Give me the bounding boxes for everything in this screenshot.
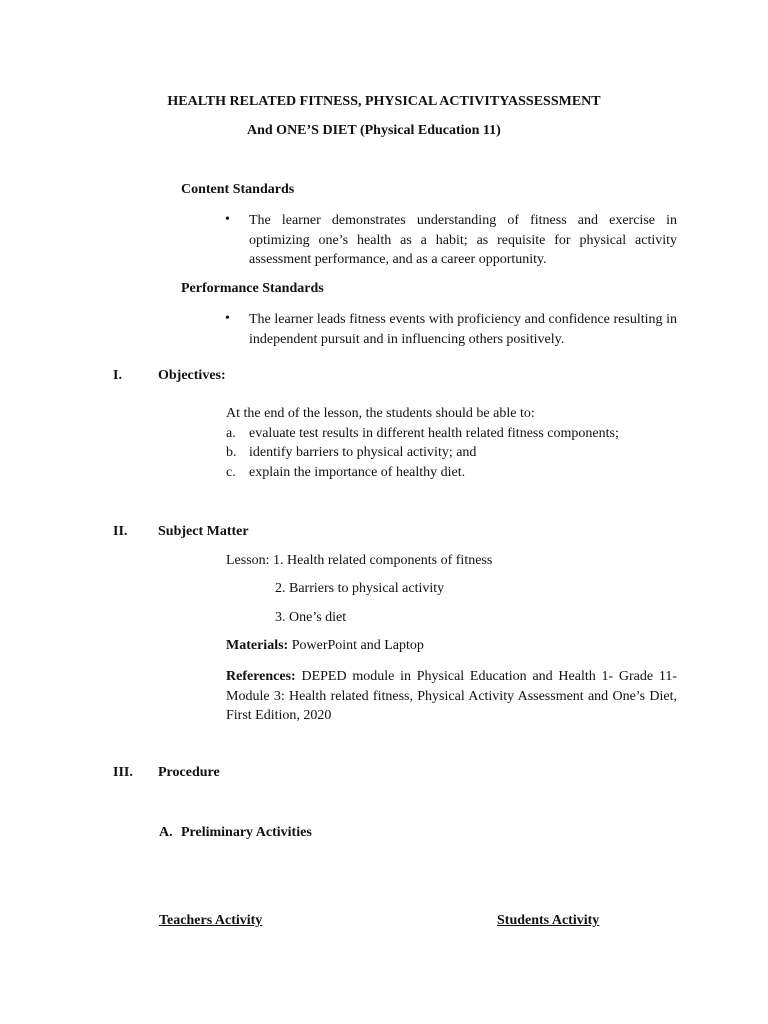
objective-item: evaluate test results in different health related fitness components; — [249, 426, 619, 441]
preliminary-marker: A. — [159, 825, 173, 840]
document-title-line-1: HEALTH RELATED FITNESS, PHYSICAL ACTIVITYASSESSMENT — [167, 94, 601, 109]
content-standards-text: The learner demonstrates understanding of fitness and exercise in optimizing one’s health as a habit; as requisite for physical activity assessment performance, and as a career opportunity. — [249, 213, 677, 267]
references-label: References: — [226, 669, 296, 684]
performance-standards-bullet: • — [225, 311, 230, 326]
objective-item: explain the importance of healthy diet. — [249, 465, 466, 480]
materials-value: PowerPoint and Laptop — [291, 638, 424, 653]
content-standards-bullet: • — [225, 212, 230, 227]
objectives-intro: At the end of the lesson, the students should be able to: — [226, 406, 535, 421]
objectives-numeral: I. — [113, 368, 122, 383]
performance-standards-text: The learner leads fitness events with proficiency and confidence resulting in independent pursuit and in influencing others positively. — [249, 312, 677, 347]
preliminary-activities-heading: Preliminary Activities — [181, 825, 312, 840]
procedure-numeral: III. — [113, 765, 133, 780]
materials-label: Materials: — [226, 638, 289, 653]
lesson-line-3: 3. One’s diet — [275, 610, 347, 625]
materials-line — [226, 638, 424, 654]
objectives-heading: Objectives: — [158, 368, 226, 383]
objective-item: identify barriers to physical activity; and — [249, 445, 477, 460]
lesson-line-1: Lesson: 1. Health related components of fitness — [226, 553, 493, 568]
lesson-line-2: 2. Barriers to physical activity — [275, 581, 445, 596]
references-value: DEPED module in Physical Education and Health 1- Grade 11- Module 3: Health related fitness, Physical Activity Assessment and One’s Diet, First Edition, 2020 — [226, 669, 678, 723]
objective-marker: c. — [226, 465, 236, 480]
references-paragraph — [226, 667, 677, 726]
subject-matter-numeral: II. — [113, 524, 128, 539]
objective-marker: b. — [226, 445, 237, 460]
content-standards-heading: Content Standards — [181, 182, 295, 197]
document-title-line-2: And ONE’S DIET (Physical Education 11) — [247, 123, 501, 138]
subject-matter-heading: Subject Matter — [158, 524, 249, 539]
objective-marker: a. — [226, 426, 236, 441]
procedure-heading: Procedure — [158, 765, 220, 780]
students-activity-header: Students Activity — [497, 913, 600, 928]
performance-standards-heading: Performance Standards — [181, 281, 324, 296]
teachers-activity-header: Teachers Activity — [159, 913, 263, 928]
